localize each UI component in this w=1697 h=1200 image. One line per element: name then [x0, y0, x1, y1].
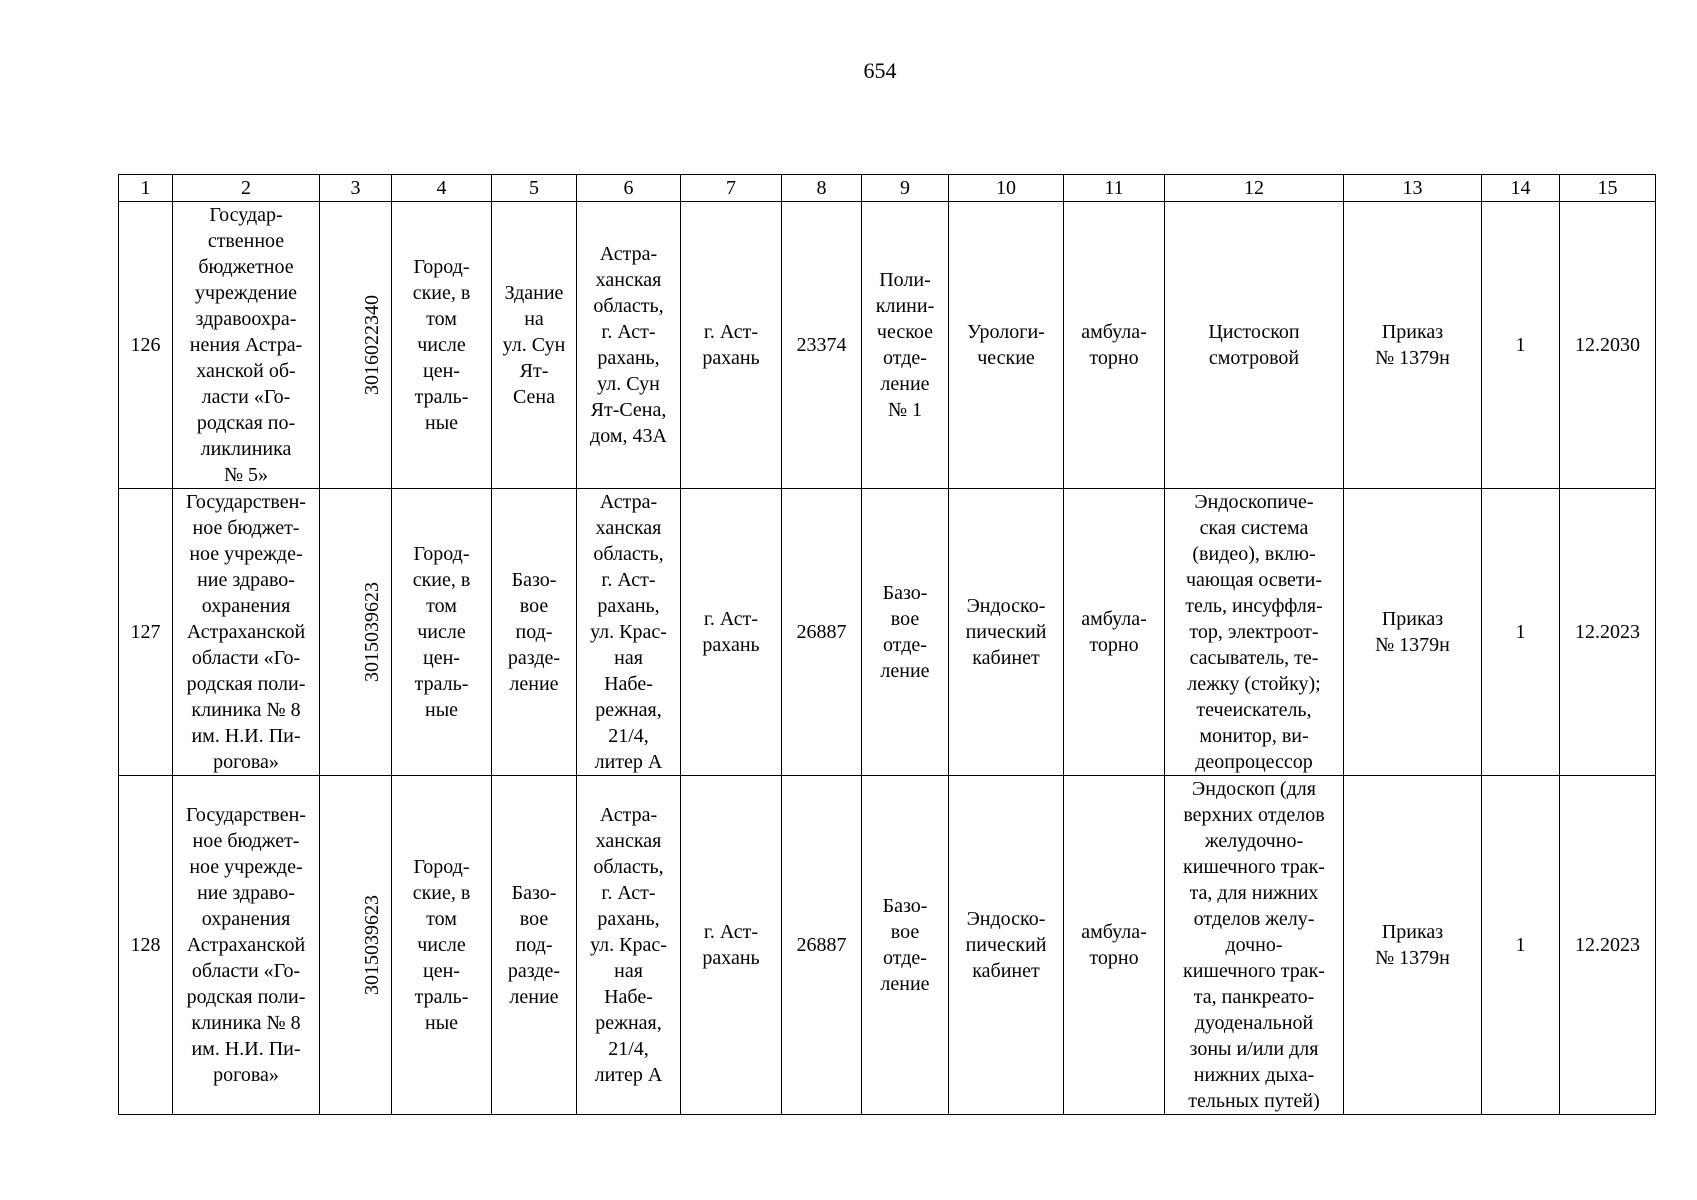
profile: Эндоско- пический кабинет [949, 489, 1064, 776]
institution-name: Государствен- ное бюджет- ное учрежде- ние здраво- охранения Астраханской области «Го- родская поли- клиника № 8 им. Н.И. Пи- рогова» [173, 776, 320, 1115]
column-number-13: 13 [1344, 175, 1482, 202]
column-number-1: 1 [119, 175, 173, 202]
address: Астра- ханская область, г. Аст- рахань, ул. Крас- ная Набе- режная, 21/4, литер А [577, 489, 681, 776]
date: 12.2023 [1560, 776, 1656, 1115]
column-number-7: 7 [681, 175, 782, 202]
table-row [119, 776, 1656, 1115]
quantity: 1 [1482, 202, 1560, 489]
column-number-2: 2 [173, 175, 320, 202]
column-number-8: 8 [782, 175, 862, 202]
department: Поли- клини- ческое отде- ление № 1 [862, 202, 949, 489]
column-number-3: 3 [320, 175, 392, 202]
inn-code: 3016022340 [361, 295, 383, 395]
inn-code: 3015039623 [361, 895, 383, 995]
column-number-5: 5 [492, 175, 577, 202]
address: Астра- ханская область, г. Аст- рахань, ул. Крас- ная Набе- режная, 21/4, литер А [577, 776, 681, 1115]
column-number-4: 4 [392, 175, 492, 202]
column-number-15: 15 [1560, 175, 1656, 202]
institution-name: Государ- ственное бюджетное учреждение здравоохра- нения Астра- ханской об- ласти «Го- родская по- ликлиника № 5» [173, 202, 320, 489]
inn-cell [320, 489, 392, 776]
row-number: 128 [119, 776, 173, 1115]
row-number: 127 [119, 489, 173, 776]
institution-type: Город- ские, в том числе цен- траль- ные [392, 776, 492, 1115]
building: Базо- вое под- разде- ление [492, 489, 577, 776]
table-row [119, 489, 1656, 776]
column-number-14: 14 [1482, 175, 1560, 202]
institution-type: Город- ские, в том числе цен- траль- ные [392, 202, 492, 489]
institution-type: Город- ские, в том числе цен- траль- ные [392, 489, 492, 776]
column-number-10: 10 [949, 175, 1064, 202]
page-number: 654 [863, 58, 897, 83]
department: Базо- вое отде- ление [862, 776, 949, 1115]
order-reference: Приказ № 1379н [1344, 776, 1482, 1115]
row-number: 126 [119, 202, 173, 489]
equipment: Цистоскоп смотровой [1165, 202, 1344, 489]
equipment: Эндоскопиче- ская система (видео), вклю- чающая освети- тель, инсуффля- тор, электроот- сасыватель, те- лежку (стойку); течеискатель, монитор, ви- деопроцессор [1165, 489, 1344, 776]
profile: Эндоско- пический кабинет [949, 776, 1064, 1115]
equipment: Эндоскоп (для верхних отделов желудочно- кишечного трак- та, для нижних отделов желу- дочно- кишечного трак- та, панкреато- дуоденальной зоны и/или для нижних дыха- тельных путей) [1165, 776, 1344, 1115]
care-mode: амбула- торно [1064, 202, 1165, 489]
building: Здание на ул. Сун Ят- Сена [492, 202, 577, 489]
order-reference: Приказ № 1379н [1344, 202, 1482, 489]
code: 26887 [782, 489, 862, 776]
city: г. Аст- рахань [681, 489, 782, 776]
institution-name: Государствен- ное бюджет- ное учрежде- ние здраво- охранения Астраханской области «Го- родская поли- клиника № 8 им. Н.И. Пи- рогова» [173, 489, 320, 776]
code: 23374 [782, 202, 862, 489]
equipment-table [118, 174, 1656, 1115]
date: 12.2030 [1560, 202, 1656, 489]
address: Астра- ханская область, г. Аст- рахань, ул. Сун Ят-Сена, дом, 43А [577, 202, 681, 489]
date: 12.2023 [1560, 489, 1656, 776]
city: г. Аст- рахань [681, 202, 782, 489]
care-mode: амбула- торно [1064, 489, 1165, 776]
department: Базо- вое отде- ление [862, 489, 949, 776]
inn-cell [320, 202, 392, 489]
inn-cell [320, 776, 392, 1115]
column-number-9: 9 [862, 175, 949, 202]
code: 26887 [782, 776, 862, 1115]
column-number-row [119, 175, 1656, 202]
table-row [119, 202, 1656, 489]
column-number-12: 12 [1165, 175, 1344, 202]
building: Базо- вое под- разде- ление [492, 776, 577, 1115]
inn-code: 3015039623 [361, 582, 383, 682]
quantity: 1 [1482, 489, 1560, 776]
column-number-11: 11 [1064, 175, 1165, 202]
order-reference: Приказ № 1379н [1344, 489, 1482, 776]
care-mode: амбула- торно [1064, 776, 1165, 1115]
column-number-6: 6 [577, 175, 681, 202]
profile: Урологи- ческие [949, 202, 1064, 489]
quantity: 1 [1482, 776, 1560, 1115]
city: г. Аст- рахань [681, 776, 782, 1115]
